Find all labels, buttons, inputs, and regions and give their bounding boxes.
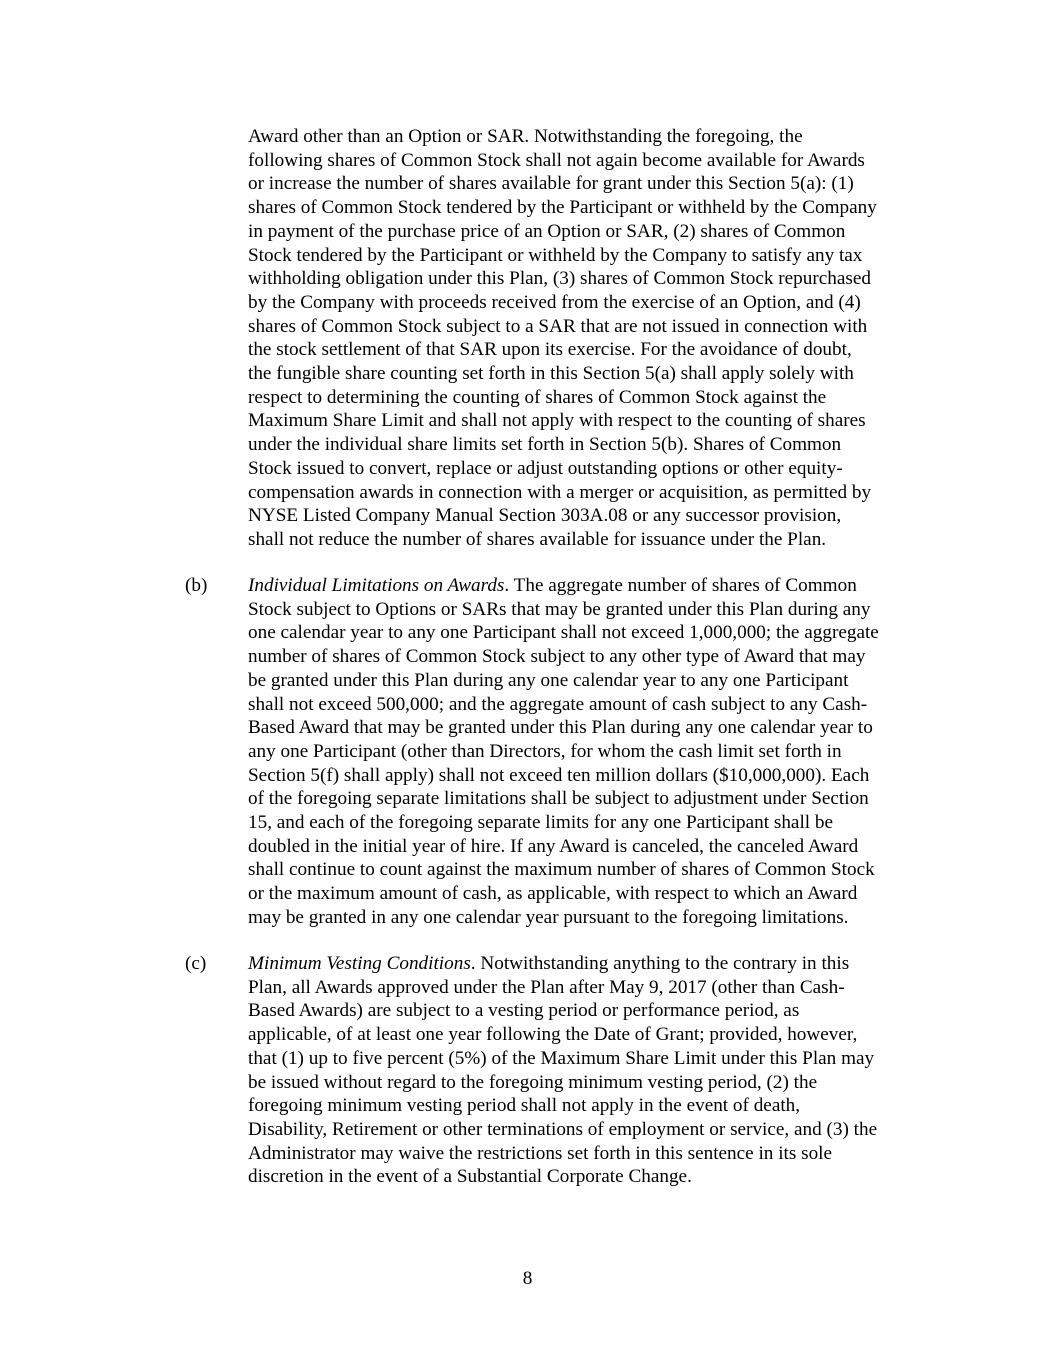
text-line: Based Award that may be granted under this Plan during any one calendar year to	[248, 717, 873, 739]
text-line: respect to determining the counting of shares of Common Stock against the	[248, 386, 827, 408]
text-line: following shares of Common Stock shall not again become available for Awards	[248, 149, 865, 171]
text-line: or increase the number of shares available for grant under this Section 5(a): (1)	[248, 173, 854, 195]
text-line: number of shares of Common Stock subject to any other type of Award that may	[248, 646, 866, 668]
text-line	[248, 574, 879, 598]
text-segment: . The aggregate number of shares of Common	[504, 575, 857, 596]
text-line: any one Participant (other than Directors, for whom the cash limit set forth in	[248, 740, 842, 762]
paragraph-c-heading: Minimum Vesting Conditions	[248, 953, 471, 974]
text-line	[248, 952, 877, 976]
text-line: Stock issued to convert, replace or adjust outstanding options or other equity-	[248, 457, 843, 479]
paragraph-a	[248, 125, 877, 552]
text-line: Section 5(f) shall apply) shall not exceed ten million dollars ($10,000,000). Each	[248, 764, 870, 786]
text-line: Administrator may waive the restrictions set forth in this sentence in its sole	[248, 1142, 833, 1164]
text-line: foregoing minimum vesting period shall not apply in the event of death,	[248, 1095, 801, 1117]
text-line: in payment of the purchase price of an Option or SAR, (2) shares of Common	[248, 220, 846, 242]
text-line: or the maximum amount of cash, as applicable, with respect to which an Award	[248, 883, 858, 905]
text-line: withholding obligation under this Plan, (3) shares of Common Stock repurchased	[248, 268, 871, 290]
text-line: one calendar year to any one Participant shall not exceed 1,000,000; the aggregate	[248, 622, 879, 644]
text-line: 15, and each of the foregoing separate limits for any one Participant shall be	[248, 812, 834, 834]
paragraph-b-label: (b)	[185, 575, 208, 596]
page-number: 8	[522, 1268, 533, 1289]
text-line: shall continue to count against the maximum number of shares of Common Stock	[248, 859, 875, 881]
paragraph-c-label: (c)	[185, 953, 207, 974]
text-line: NYSE Listed Company Manual Section 303A.08 or any successor provision,	[248, 505, 842, 527]
text-line: doubled in the initial year of hire. If any Award is canceled, the canceled Award	[248, 835, 859, 857]
text-line: shares of Common Stock tendered by the Participant or withheld by the Company	[248, 197, 877, 219]
text-line: discretion in the event of a Substantial Corporate Change.	[248, 1166, 692, 1188]
text-line: Stock tendered by the Participant or withheld by the Company to satisfy any tax	[248, 244, 863, 266]
text-line: Maximum Share Limit and shall not apply with respect to the counting of shares	[248, 410, 866, 432]
text-line: Stock subject to Options or SARs that may be granted under this Plan during any	[248, 598, 871, 620]
text-line: that (1) up to five percent (5%) of the Maximum Share Limit under this Plan may	[248, 1047, 875, 1069]
text-line: of the foregoing separate limitations shall be subject to adjustment under Section	[248, 788, 869, 810]
text-line: under the individual share limits set forth in Section 5(b). Shares of Common	[248, 434, 842, 456]
text-line: be issued without regard to the foregoing minimum vesting period, (2) the	[248, 1071, 818, 1093]
paragraph-b-heading: Individual Limitations on Awards	[248, 575, 505, 596]
text-line: Award other than an Option or SAR. Notwithstanding the foregoing, the	[248, 126, 803, 147]
paragraph-c	[248, 952, 877, 1189]
text-line: the stock settlement of that SAR upon its exercise. For the avoidance of doubt,	[248, 339, 852, 361]
text-line: by the Company with proceeds received from the exercise of an Option, and (4)	[248, 291, 861, 313]
paragraph-b	[248, 574, 879, 930]
text-segment: . Notwithstanding anything to the contrary in this	[470, 953, 850, 974]
text-line: shall not exceed 500,000; and the aggregate amount of cash subject to any Cash-	[248, 693, 868, 715]
text-line: the fungible share counting set forth in this Section 5(a) shall apply solely with	[248, 363, 854, 385]
text-line: applicable, of at least one year following the Date of Grant; provided, however,	[248, 1024, 858, 1046]
text-line: Disability, Retirement or other terminations of employment or service, and (3) the	[248, 1118, 878, 1140]
text-line: may be granted in any one calendar year pursuant to the foregoing limitations.	[248, 906, 849, 928]
text-line: Plan, all Awards approved under the Plan after May 9, 2017 (other than Cash-	[248, 976, 845, 998]
text-line: Based Awards) are subject to a vesting period or performance period, as	[248, 1000, 800, 1022]
text-line: be granted under this Plan during any one calendar year to any one Participant	[248, 669, 849, 691]
text-line: shares of Common Stock subject to a SAR that are not issued in connection with	[248, 315, 868, 337]
text-line: compensation awards in connection with a merger or acquisition, as permitted by	[248, 481, 872, 503]
text-line: shall not reduce the number of shares available for issuance under the Plan.	[248, 528, 827, 550]
